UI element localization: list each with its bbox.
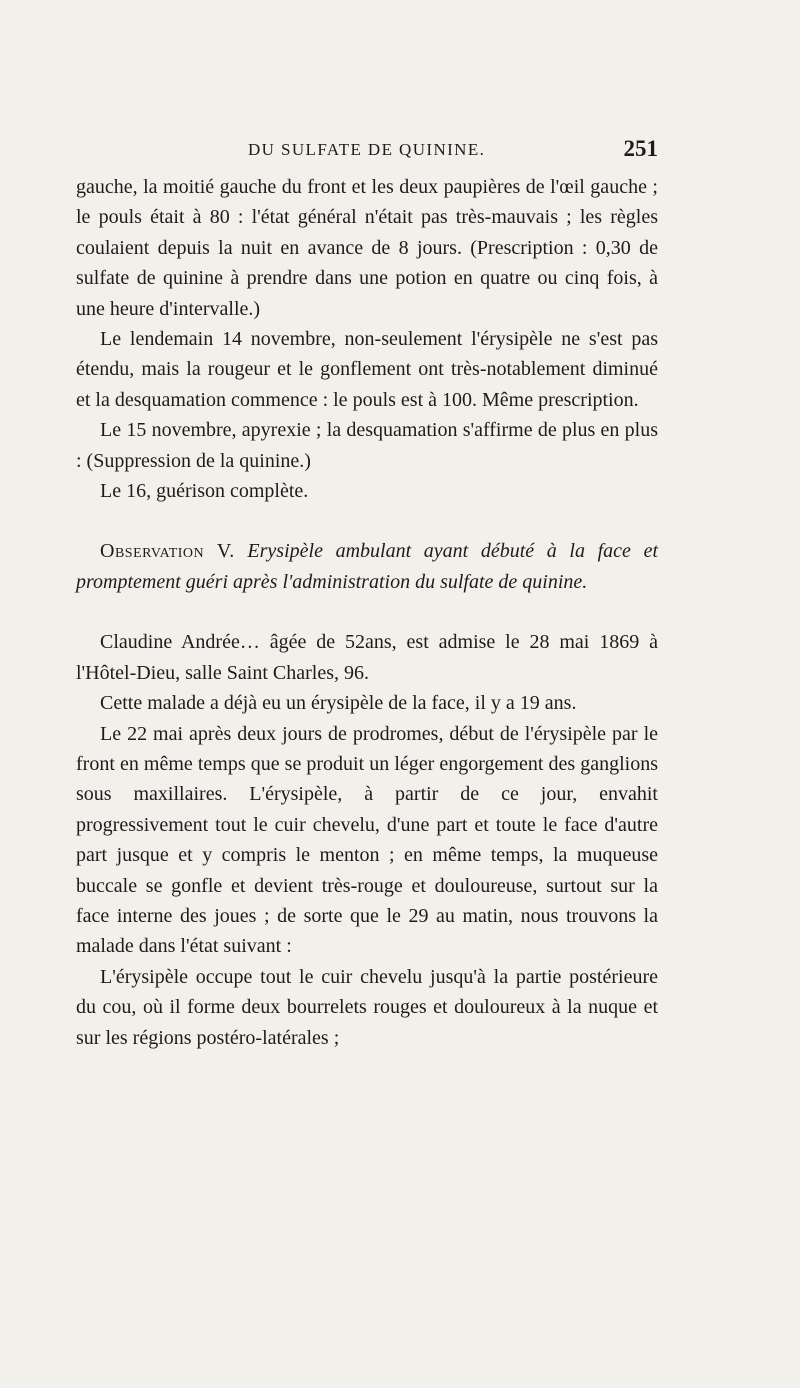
paragraph-onset: Le 22 mai après deux jours de prodromes, début de l'érysipèle par le front en même temps que se produit un léger engorgement des ganglions sous maxillaires. L'érysipèle, à partir de ce jour, envahit progressivement tout le cuir chevelu, d'une part et toute le face d'autre part jusque et y compris le menton ; en même temps, la muqueuse buccale se gonfle et devient très-rouge et douloureuse, surtout sur la face interne des joues ; de sorte que le 29 au matin, nous trouvons la malade dans l'état suivant : xyxy=(76,722,658,958)
paragraph-15-novembre: Le 15 novembre, apyrexie ; la desquamation s'affirme de plus en plus : (Suppression de la quinine.) xyxy=(76,419,658,472)
running-title: DU SULFATE DE QUININE. xyxy=(248,140,486,159)
body-text xyxy=(76,172,658,1053)
paragraph-16: Le 16, guérison complète. xyxy=(100,480,309,503)
paragraph-admission: Claudine Andrée… âgée de 52ans, est admise le 28 mai 1869 à l'Hôtel-Dieu, salle Saint Charles, 96. xyxy=(76,631,658,684)
paragraph-state: L'érysipèle occupe tout le cuir chevelu jusqu'à la partie postérieure du cou, où il forme deux bourrelets rouges et douloureux à la nuque et sur les régions postéro-latérales ; xyxy=(76,965,658,1049)
paragraph-history: Cette malade a déjà eu un érysipèle de la face, il y a 19 ans. xyxy=(100,692,577,715)
observation-title: Erysipèle ambulant ayant débuté à la face et promptement guéri après l'administration du sulfate de quinine. xyxy=(76,540,658,593)
paragraph-continuation: gauche, la moitié gauche du front et les deux paupières de l'œil gauche ; le pouls était à 80 : l'état général n'était pas très-mauvais ; les règles coulaient depuis la nuit en avance de 8 jours. (Prescription : 0,30 de sulfate de quinine à prendre dans une potion en quatre ou cinq fois, à une heure d'intervalle.) xyxy=(76,176,658,320)
paragraph-14-novembre: Le lendemain 14 novembre, non-seulement l'érysipèle ne s'est pas étendu, mais la rougeur et le gonflement ont très-notablement diminué et la desquamation commence : le pouls est à 100. Même prescription. xyxy=(76,328,658,411)
page-number: 251 xyxy=(623,136,658,161)
book-page xyxy=(76,0,658,1388)
running-head xyxy=(76,136,658,166)
observation-heading xyxy=(76,536,658,597)
observation-label: Observation V. xyxy=(100,540,235,563)
